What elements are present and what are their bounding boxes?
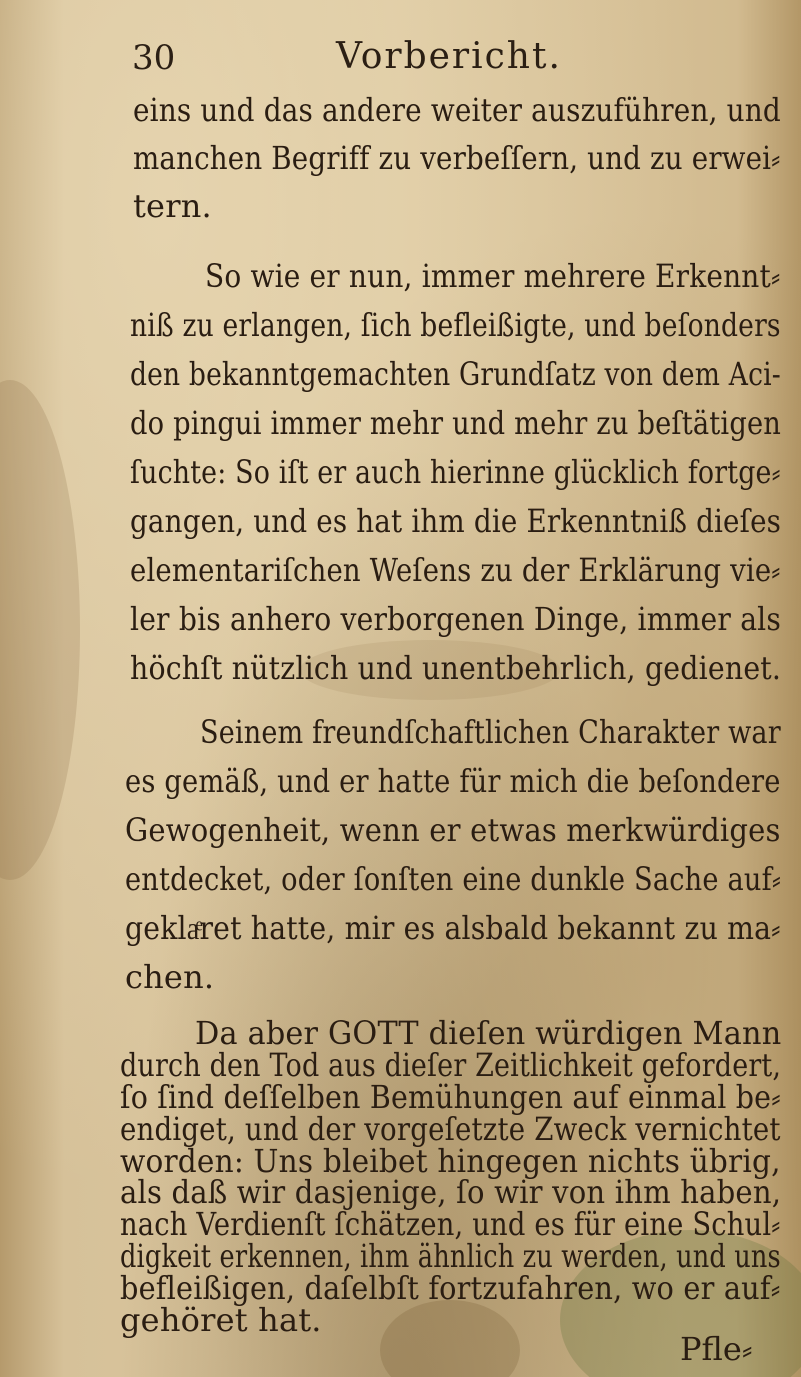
text-line: ler bis anhero verborgenen Dinge, immer als (130, 600, 782, 638)
text-line: elementariſchen Weſens zu der Erklärung vie⸗ (130, 551, 781, 589)
text-line: durch den Tod aus dieſer Zeitlichkeit gefordert, (120, 1046, 782, 1084)
text-line: höchſt nützlich und unentbehrlich, gedienet. (130, 649, 782, 687)
text-line: Da aber GOTT dieſen würdigen Mann (195, 1014, 782, 1052)
text-line: niß zu erlangen, ſich befleißigte, und beſonders (130, 306, 781, 344)
text-line: gehöret hat. (120, 1301, 322, 1339)
text-line: So wie er nun, immer mehrere Erkennt⸗ (205, 257, 781, 295)
text-line: Seinem freundſchaftlichen Charakter war (200, 713, 781, 751)
text-line: do pingui immer mehr und mehr zu beſtätigen (130, 404, 782, 442)
catchword: Pfle⸗ (680, 1330, 753, 1368)
text-line: entdecket, oder ſonſten eine dunkle Sache auf⸗ (125, 860, 782, 898)
text-line: gangen, und es hat ihm die Erkenntniß dieſes (130, 502, 782, 540)
text-line: digkeit erkennen, ihm ähnlich zu werden, und uns (120, 1237, 781, 1275)
text-line: befleißigen, daſelbſt fortzufahren, wo er auf⸗ (120, 1269, 781, 1307)
text-line: eins und das andere weiter auszuführen, und (133, 91, 781, 129)
text-line: worden: Uns bleibet hingegen nichts übrig, (120, 1142, 781, 1180)
text-line: nach Verdienſt ſchätzen, und es für eine Schul⸗ (120, 1205, 781, 1243)
text-line: ſuchte: So iſt er auch hierinne glücklich fortge⸗ (130, 453, 781, 491)
text-line: Gewogenheit, wenn er etwas merkwürdiges (125, 811, 781, 849)
text-line: geklaͤret hatte, mir es alsbald bekannt zu ma⸗ (125, 909, 781, 947)
text-line: als daß wir dasjenige, ſo wir von ihm haben, (120, 1173, 782, 1211)
running-head-title: Vorbericht. (336, 36, 562, 77)
text-line: manchen Begriff zu verbeſſern, und zu erwei⸗ (133, 139, 781, 177)
text-line: ſo ſind deſſelben Bemühungen auf einmal be⸗ (120, 1078, 781, 1116)
text-line: es gemäß, und er hatte für mich die beſondere (125, 762, 781, 800)
text-line: chen. (125, 958, 215, 996)
page-number: 30 (132, 38, 176, 78)
text-line: tern. (133, 187, 212, 225)
text-line: den bekanntgemachten Grundſatz von dem Aci- (130, 355, 781, 393)
text-line: endiget, und der vorgeſetzte Zweck vernichtet (120, 1110, 781, 1148)
